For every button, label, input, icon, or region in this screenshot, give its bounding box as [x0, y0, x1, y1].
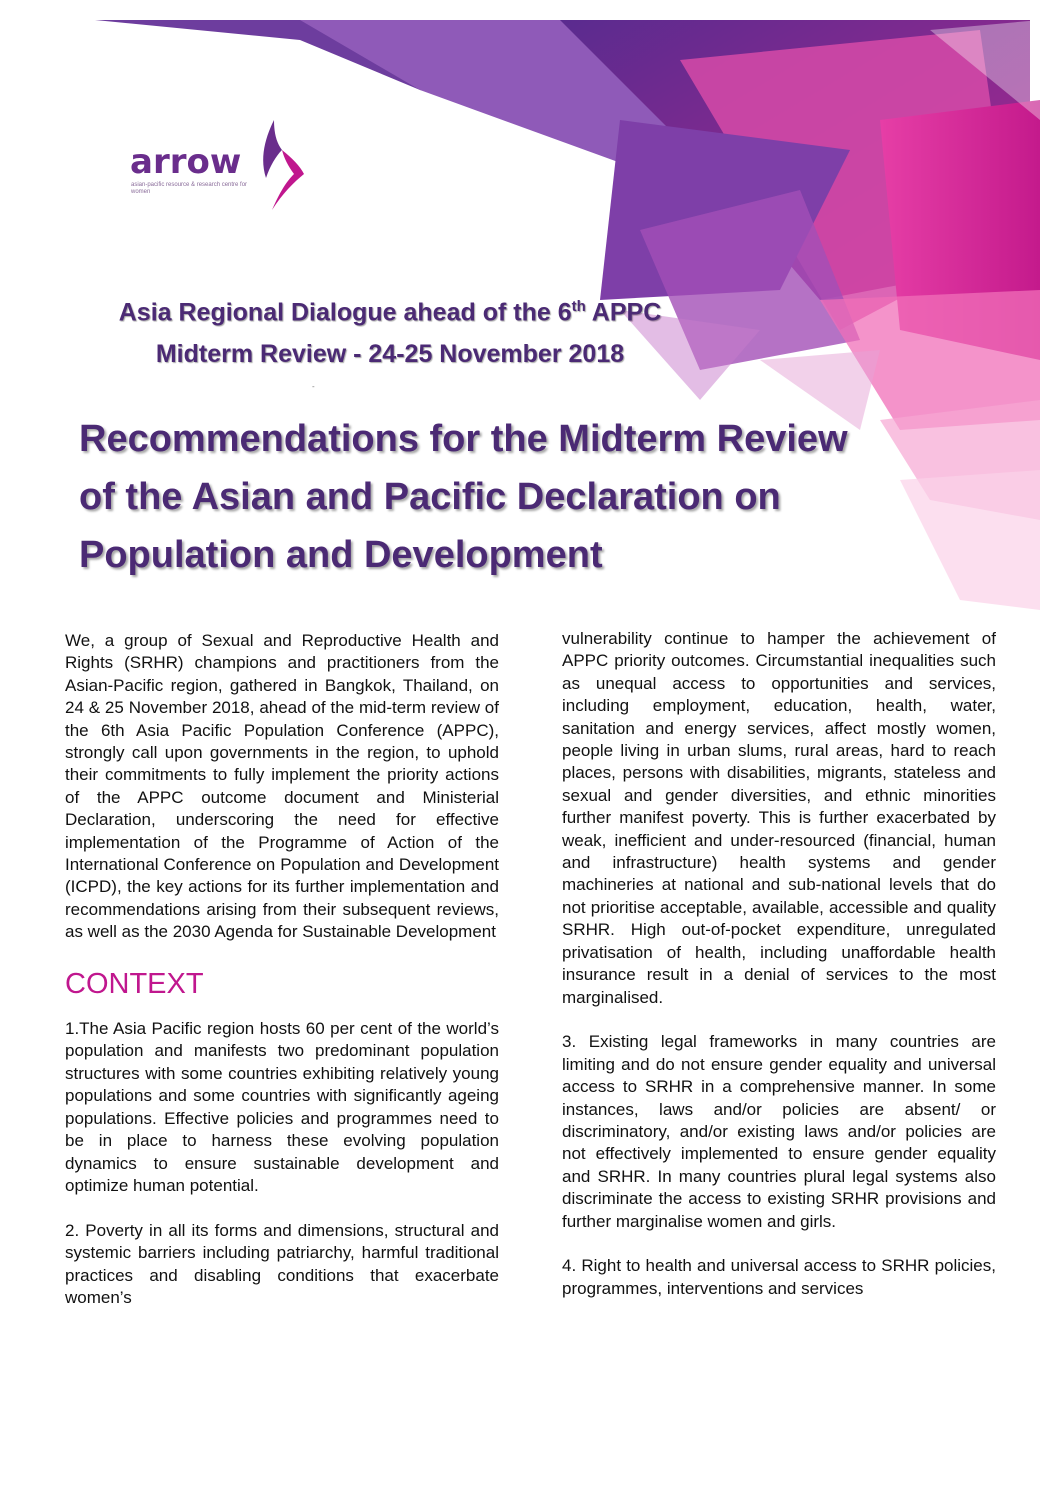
paragraph-1: 1.The Asia Pacific region hosts 60 per cent of the world’s population and manifests two predominant population structures with some countries exhibiting relatively young populations and some countries with significantly ageing populations. Effective policies and programmes need to be in place to harness these evolving population dynamics to ensure sustainable development and optimize human potential. — [65, 1019, 499, 1195]
paragraph-2-continued: vulnerability continue to hamper the achievement of APPC priority outcomes. Circumstantial inequalities such as unequal access to opportunities and services, including employment, education, health, water, sanitation and energy services, affect mostly women, people living in urban slums, rural areas, hard to reach places, persons with disabilities, migrants, stateless and sexual and gender diversities, and ethnic minorities further manifest poverty. This is further exacerbated by weak, inefficient and under-resourced (financial, human and infrastructure) health systems and gender machineries at national and sub-national levels that do not prioritise acceptable, available, accessible and quality SRHR. High out-of-pocket expenditure, unregulated privatisation of health, including unaffordable health insurance result in a denial of services to the most marginalised. — [562, 629, 996, 1007]
intro-paragraph: We, a group of Sexual and Reproductive Health and Rights (SRHR) champions and practitioners from the Asian-Pacific region, gathered in Bangkok, Thailand, on 24 & 25 November 2018, ahead of the mid-term review of the 6th Asia Pacific Population Conference (APPC), strongly call upon governments in the region, to uphold their commitments to fully implement the priority actions of the APPC outcome document and Ministerial Declaration, underscoring the need for effective implementation of the Programme of Action of the International Conference on Population and Development (ICPD), the key actions for its further implementation and recommendations arising from their subsequent reviews, as well as the 2030 Agenda for Sustainable Development — [65, 631, 499, 942]
logo-tagline: asian-pacific resource & research centre for women — [131, 182, 248, 195]
stray-mark: - — [312, 382, 315, 391]
paragraph-3: 3. Existing legal frameworks in many countries are limiting and do not ensure gender equality and universal access to SRHR in a comprehensive manner. In some instances, laws and/or policies are absent/ or discriminatory, and/or existing laws and/or policies are not effectively implemented to ensure gender equality and SRHR. In many countries plural legal systems also discriminate the access to existing SRHR provisions and further marginalise women and girls. — [562, 1032, 996, 1231]
right-column — [562, 628, 996, 1323]
context-heading: CONTEXT — [65, 968, 204, 1001]
paragraph-2-start: 2. Poverty in all its forms and dimensions, structural and systemic barriers including patriarchy, harmful traditional practices and disabling conditions that exacerbate women’s — [65, 1220, 499, 1307]
left-column — [65, 630, 499, 1332]
woman-profile-icon — [254, 120, 310, 212]
arrow-logo — [130, 120, 320, 215]
logo-wordmark: arrow — [130, 142, 242, 182]
event-subtitle-line1: Asia Regional Dialogue ahead of the 6th APPC — [118, 298, 662, 327]
title-line: of the Asian and Pacific Declaration on — [79, 476, 781, 518]
paragraph-4: 4. Right to health and universal access to SRHR policies, programmes, interventions and services — [562, 1256, 996, 1298]
title-line: Population and Development — [79, 534, 603, 576]
event-subtitle-line2: Midterm Review - 24-25 November 2018 — [155, 340, 625, 368]
document-title — [79, 410, 979, 584]
title-line: Recommendations for the Midterm Review — [79, 418, 848, 460]
